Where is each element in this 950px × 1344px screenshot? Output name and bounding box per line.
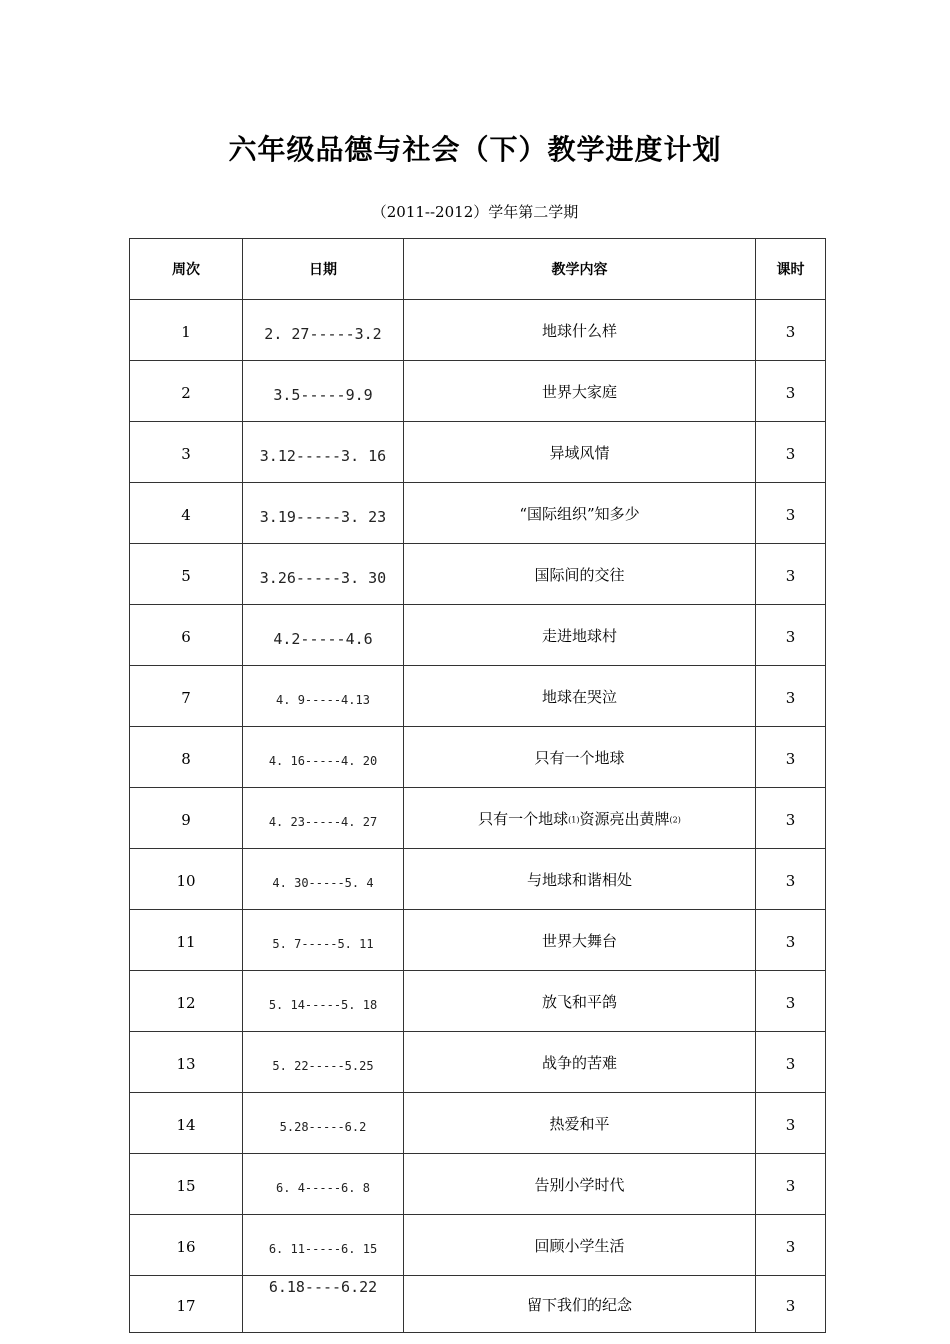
- page-title: 六年级品德与社会（下）教学进度计划: [228, 133, 722, 166]
- header-content: 教学内容: [404, 239, 756, 300]
- content-part-a: 只有一个地球: [478, 809, 569, 828]
- hours-cell: 3: [756, 666, 826, 727]
- date-cell: 4. 16-----4. 20: [243, 727, 404, 788]
- week-cell: 8: [130, 727, 243, 788]
- hours-cell: 3: [756, 910, 826, 971]
- table-row: [130, 300, 826, 361]
- date-cell: 3.19-----3. 23: [243, 483, 404, 544]
- date-cell: 6.18----6.22: [243, 1276, 404, 1333]
- date-cell: 4. 30-----5. 4: [243, 849, 404, 910]
- content-cell: 地球什么样: [404, 300, 756, 361]
- table-row: [130, 1093, 826, 1154]
- week-cell: 1: [130, 300, 243, 361]
- table-row: [130, 788, 826, 849]
- table-row: [130, 849, 826, 910]
- date-cell: 4.2-----4.6: [243, 605, 404, 666]
- hours-cell: 3: [756, 544, 826, 605]
- content-cell: 世界大舞台: [404, 910, 756, 971]
- date-cell: 4. 23-----4. 27: [243, 788, 404, 849]
- content-cell: 热爱和平: [404, 1093, 756, 1154]
- date-cell: 2. 27-----3.2: [243, 300, 404, 361]
- content-cell: 回顾小学生活: [404, 1215, 756, 1276]
- content-cell: 放飞和平鸽: [404, 971, 756, 1032]
- hours-cell: 3: [756, 300, 826, 361]
- table-row: [130, 666, 826, 727]
- header-hours: 课时: [756, 239, 826, 300]
- content-cell: “国际组织”知多少: [404, 483, 756, 544]
- content-cell: [404, 788, 756, 849]
- hours-cell: 3: [756, 727, 826, 788]
- week-cell: 11: [130, 910, 243, 971]
- content-note-a: (1): [568, 815, 580, 824]
- table-row: [130, 971, 826, 1032]
- week-cell: 15: [130, 1154, 243, 1215]
- hours-cell: 3: [756, 971, 826, 1032]
- week-cell: 10: [130, 849, 243, 910]
- table-row: [130, 910, 826, 971]
- table-row: [130, 422, 826, 483]
- hours-cell: 3: [756, 422, 826, 483]
- date-cell: 3.26-----3. 30: [243, 544, 404, 605]
- table-row: [130, 544, 826, 605]
- week-cell: 9: [130, 788, 243, 849]
- date-cell: 6. 4-----6. 8: [243, 1154, 404, 1215]
- week-cell: 3: [130, 422, 243, 483]
- week-cell: 2: [130, 361, 243, 422]
- table-row: [130, 1032, 826, 1093]
- content-cell: 走进地球村: [404, 605, 756, 666]
- table-row: [130, 605, 826, 666]
- hours-cell: 3: [756, 1215, 826, 1276]
- table-row: [130, 483, 826, 544]
- hours-cell: 3: [756, 1032, 826, 1093]
- hours-cell: 3: [756, 849, 826, 910]
- hours-cell: 3: [756, 361, 826, 422]
- table-row: [130, 1154, 826, 1215]
- content-cell: 地球在哭泣: [404, 666, 756, 727]
- content-cell: 留下我们的纪念: [404, 1276, 756, 1333]
- table-row: [130, 1215, 826, 1276]
- page-subtitle: （2011--2012）学年第二学期: [371, 203, 579, 221]
- content-cell: 国际间的交往: [404, 544, 756, 605]
- date-cell: 5. 22-----5.25: [243, 1032, 404, 1093]
- table-header-row: [130, 239, 826, 300]
- week-cell: 13: [130, 1032, 243, 1093]
- week-cell: 14: [130, 1093, 243, 1154]
- hours-cell: 3: [756, 605, 826, 666]
- date-cell: 3.12-----3. 16: [243, 422, 404, 483]
- header-week: 周次: [130, 239, 243, 300]
- date-cell: 5. 14-----5. 18: [243, 971, 404, 1032]
- schedule-table: [129, 238, 826, 1333]
- hours-cell: 3: [756, 1093, 826, 1154]
- date-cell: 6. 11-----6. 15: [243, 1215, 404, 1276]
- hours-cell: 3: [756, 483, 826, 544]
- header-date: 日期: [243, 239, 404, 300]
- content-cell: 告别小学时代: [404, 1154, 756, 1215]
- date-cell: 5.28-----6.2: [243, 1093, 404, 1154]
- table-row: [130, 361, 826, 422]
- content-cell: 战争的苦难: [404, 1032, 756, 1093]
- table-row: [130, 1276, 826, 1333]
- week-cell: 12: [130, 971, 243, 1032]
- date-cell: 3.5-----9.9: [243, 361, 404, 422]
- content-part-b: 资源亮出黄牌: [579, 809, 670, 828]
- table-row: [130, 727, 826, 788]
- content-cell: 异域风情: [404, 422, 756, 483]
- content-cell: 只有一个地球: [404, 727, 756, 788]
- week-cell: 7: [130, 666, 243, 727]
- date-cell: 5. 7-----5. 11: [243, 910, 404, 971]
- week-cell: 16: [130, 1215, 243, 1276]
- content-note-b: (2): [669, 815, 681, 824]
- hours-cell: 3: [756, 1276, 826, 1333]
- hours-cell: 3: [756, 788, 826, 849]
- week-cell: 5: [130, 544, 243, 605]
- hours-cell: 3: [756, 1154, 826, 1215]
- content-cell: 与地球和谐相处: [404, 849, 756, 910]
- date-cell: 4. 9-----4.13: [243, 666, 404, 727]
- content-cell: 世界大家庭: [404, 361, 756, 422]
- week-cell: 17: [130, 1276, 243, 1333]
- week-cell: 4: [130, 483, 243, 544]
- week-cell: 6: [130, 605, 243, 666]
